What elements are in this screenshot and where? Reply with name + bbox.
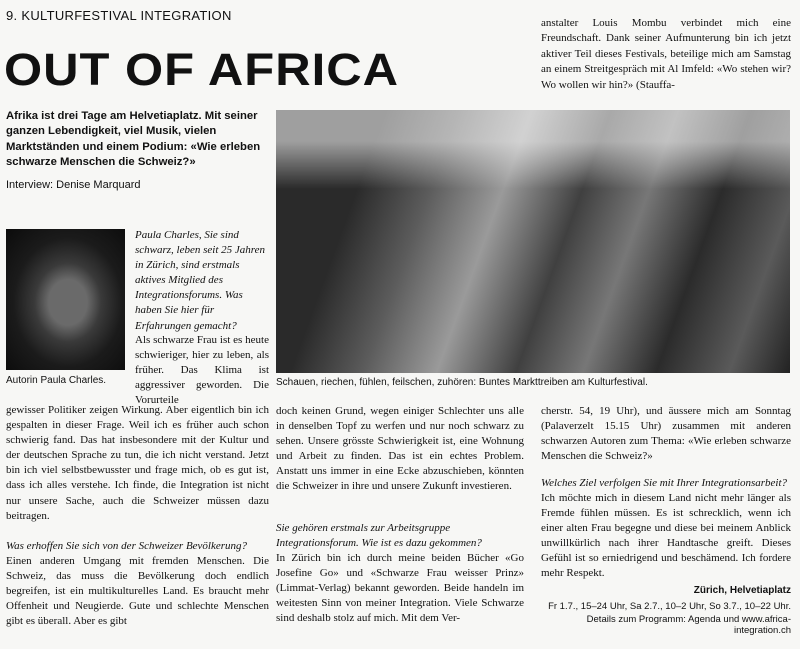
interview-answer-continuation: gewisser Politiker zeigen Wirkung. Aber eigentlich bin ich gespalten in dieser Frage. Weil ich es früher auch schon schwierig fand. Das hat insbesondere mit der Kultur und der deutschen Sprache zu tun, die ich nicht verstand. Jetzt bin ich viel selbstbewusster und frage mich, ob es gut ist, dass ich alles verstehe. Ich finde, die Integration ist nicht nur unsere Sache, auch die Schweizer müssen dazu beitragen. <box>6 404 269 522</box>
interview-answer-4: Ich möchte mich in diesem Land nicht mehr länger als Fremde fühlen müssen. Es ist schrecklich, wenn ich einer alten Frau begegne und diese bei meinem Anblick unwillkürlich nach ihrer Handtasche greift. Dieses Gefühl ist so erniedrigend und beschämend. Ich fordere mehr Respekt. <box>541 492 791 580</box>
info-location: Zürich, Helvetiaplatz <box>693 585 791 596</box>
interview-question-2: Was erhoffen Sie sich von der Schweizer Bevölkerung? <box>6 540 248 552</box>
info-details: Details zum Programm: Agenda und www.africa-integration.ch <box>586 614 791 636</box>
article-kicker: 9. KULTURFESTIVAL INTEGRATION <box>6 8 232 23</box>
interview-answer-3-end: cherstr. 54, 19 Uhr), und äussere mich am Sonntag (Palaverzelt 15.15 Uhr) zusammen mit anderen schwarzen Autoren zum Thema: «Wie erleben schwarze Menschen die Schweiz?» <box>541 405 791 463</box>
interview-question-3: Sie gehören erstmals zur Arbeitsgruppe Integrationsforum. Wie ist es dazu gekommen? <box>276 522 482 550</box>
photo-caption: Schauen, riechen, fühlen, feilschen, zuhören: Buntes Markttreiben am Kulturfestival. <box>276 377 648 388</box>
interview-answer-3: In Zürich bin ich durch meine beiden Bücher «Go Josefine Go» und «Schwarze Frau weisser Prinz» (Limmat-Verlag) bekannt geworden. Beide handeln im weitesten Sinn von meiner Integration. Viele Schwarze sind deshalb stolz auf mich. Mit dem Ver- <box>276 552 524 625</box>
portrait-photo <box>6 229 125 370</box>
market-photo <box>276 110 790 373</box>
article-headline: OUT OF AFRICA <box>4 45 399 95</box>
interview-answer-2: Einen anderen Umgang mit fremden Menschen. Die Schweiz, das muss die Bevölkerung doch endlich begreifen, ist ein multikulturelles Land. Es braucht mehr Offenheit und Neugierde. Gute und schlechte Menschen gibt es überall. Aber es gibt <box>6 555 269 628</box>
interview-question-4: Welches Ziel verfolgen Sie mit Ihrer Integrationsarbeit? <box>541 477 788 489</box>
interview-answer-intro: Als schwarze Frau ist es heute schwieriger, hier zu leben, als früher. Das Klima ist aggressiver geworden. Die Vorurteile <box>135 334 269 407</box>
article-lead: Afrika ist drei Tage am Helvetiaplatz. Mit seiner ganzen Lebendigkeit, viel Musik, vielen Marktständen und einem Podium: «Wie erleben schwarze Menschen die Schweiz?» <box>6 110 261 168</box>
article-byline: Interview: Denise Marquard <box>6 179 141 191</box>
interview-answer-2-continuation: doch keinen Grund, wegen einiger Schlechter uns alle in denselben Topf zu werfen und nur noch schwarz zu sehen. Unsere grösste Schwierigkeit ist, eine Wohnung und Arbeit zu finden. Das ist ein echtes Problem. Anstatt uns immer in eine Ecke abzuschieben, könnten die Schweizer in ihre und unsere Zukunft investieren. <box>276 405 524 493</box>
info-dates: Fr 1.7., 15–24 Uhr, Sa 2.7., 10–2 Uhr, So 3.7., 10–22 Uhr. <box>548 601 791 612</box>
interview-question-intro: Paula Charles, Sie sind schwarz, leben seit 25 Jahren in Zürich, sind erstmals aktives Mitglied des Integrationsforums. Was haben Sie hier für Erfahrungen gemacht? <box>135 229 266 332</box>
portrait-caption: Autorin Paula Charles. <box>6 375 107 386</box>
interview-answer-3-continuation: anstalter Louis Mombu verbindet mich eine Freundschaft. Dank seiner Aufmunterung bin ich jetzt aktiver Teil dieses Festivals, beteilige mich am Samstag an einem Streitgespräch mit Al Imfeld: «Wo stehen wir? Wo wollen wir hin?» (Stauffa- <box>541 17 791 91</box>
